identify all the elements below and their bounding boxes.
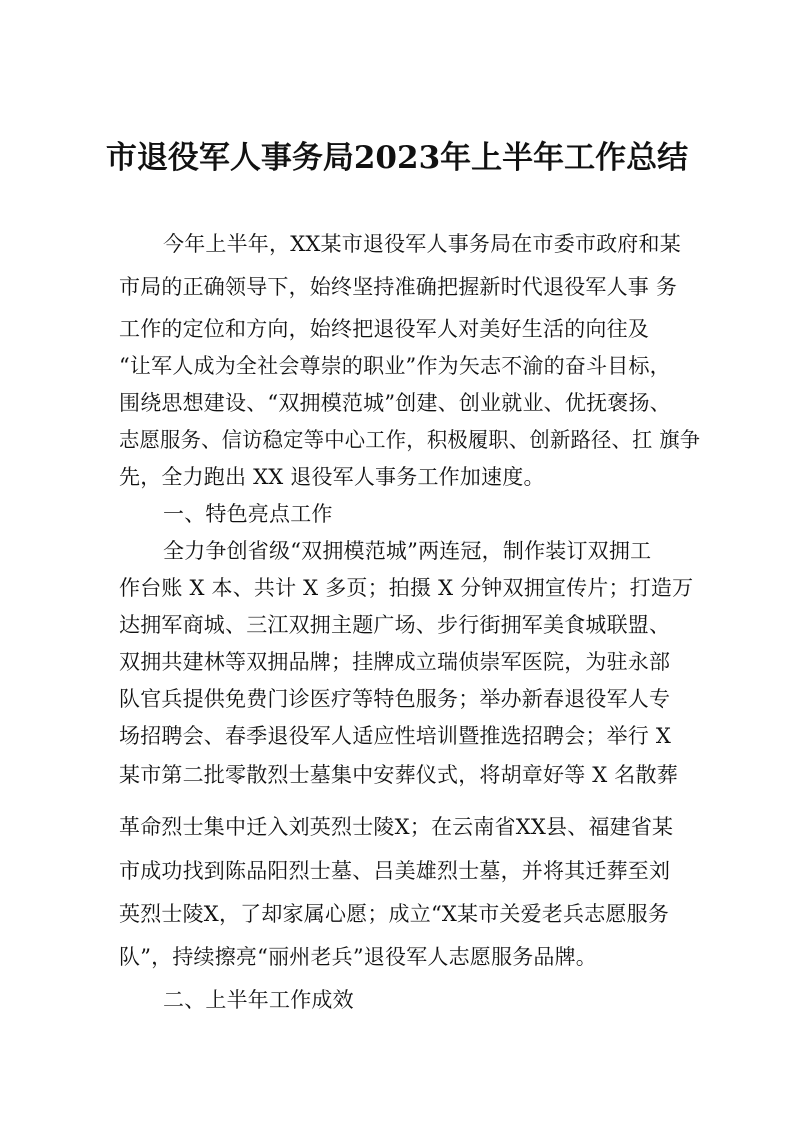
paragraph-1-line-2: 市局的正确领导下，始终坚持准确把握新时代退役军人事 务	[119, 275, 678, 299]
paragraph-2-line-7: 某市第二批零散烈士墓集中安葬仪式，将胡章好等 X 名散葬	[119, 763, 678, 787]
paragraph-2-line-9: 市成功找到陈品阳烈士墓、吕美雄烈士墓，并将其迁葬至刘	[119, 859, 671, 883]
paragraph-2-line-4: 双拥共建林等双拥品牌；挂牌成立瑞侦崇军医院，为驻永部	[119, 650, 671, 674]
paragraph-1-line-6: 志愿服务、信访稳定等中心工作，积极履职、创新路径、扛 旗争	[119, 428, 701, 452]
paragraph-2-line-10: 英烈士陵X，了却家属心愿；成立“X某市关爱老兵志愿服务	[119, 902, 670, 926]
section-heading-2: 二、上半年工作成效	[163, 988, 354, 1012]
paragraph-1-line-5: 围绕思想建设、“双拥模范城”创建、创业就业、优抚褒扬、	[119, 391, 671, 415]
paragraph-2-line-6: 场招聘会、春季退役军人适应性培训暨推选招聘会；举行 X	[119, 724, 672, 748]
paragraph-1-line-1: 今年上半年，XX某市退役军人事务局在市委市政府和某	[163, 232, 681, 256]
section-heading-1: 一、特色亮点工作	[163, 502, 333, 526]
document-title: 市退役军人事务局2023年上半年工作总结	[105, 140, 689, 176]
paragraph-1-line-4: “让军人成为全社会尊崇的职业”作为矢志不渝的奋斗目标，	[119, 354, 671, 378]
paragraph-2-line-8: 革命烈士集中迁入刘英烈士陵X；在云南省XX县、福建省某	[119, 815, 674, 839]
paragraph-2-line-11: 队”，持续擦亮“丽州老兵”退役军人志愿服务品牌。	[119, 945, 598, 969]
paragraph-1-line-7: 先，全力跑出 XX 退役军人事务工作加速度。	[119, 465, 545, 489]
paragraph-2-line-2: 作台账 X 本、共计 X 多页；拍摄 X 分钟双拥宣传片；打造万	[119, 576, 694, 600]
paragraph-2-line-3: 达拥军商城、三江双拥主题广场、步行街拥军美食城联盟、	[119, 613, 671, 637]
paragraph-2-line-1: 全力争创省级“双拥模范城”两连冠，制作装订双拥工	[163, 539, 652, 563]
paragraph-1-line-3: 工作的定位和方向，始终把退役军人对美好生活的向往及	[119, 317, 649, 341]
paragraph-2-line-5: 队官兵提供免费门诊医疗等特色服务；举办新春退役军人专	[119, 687, 671, 711]
